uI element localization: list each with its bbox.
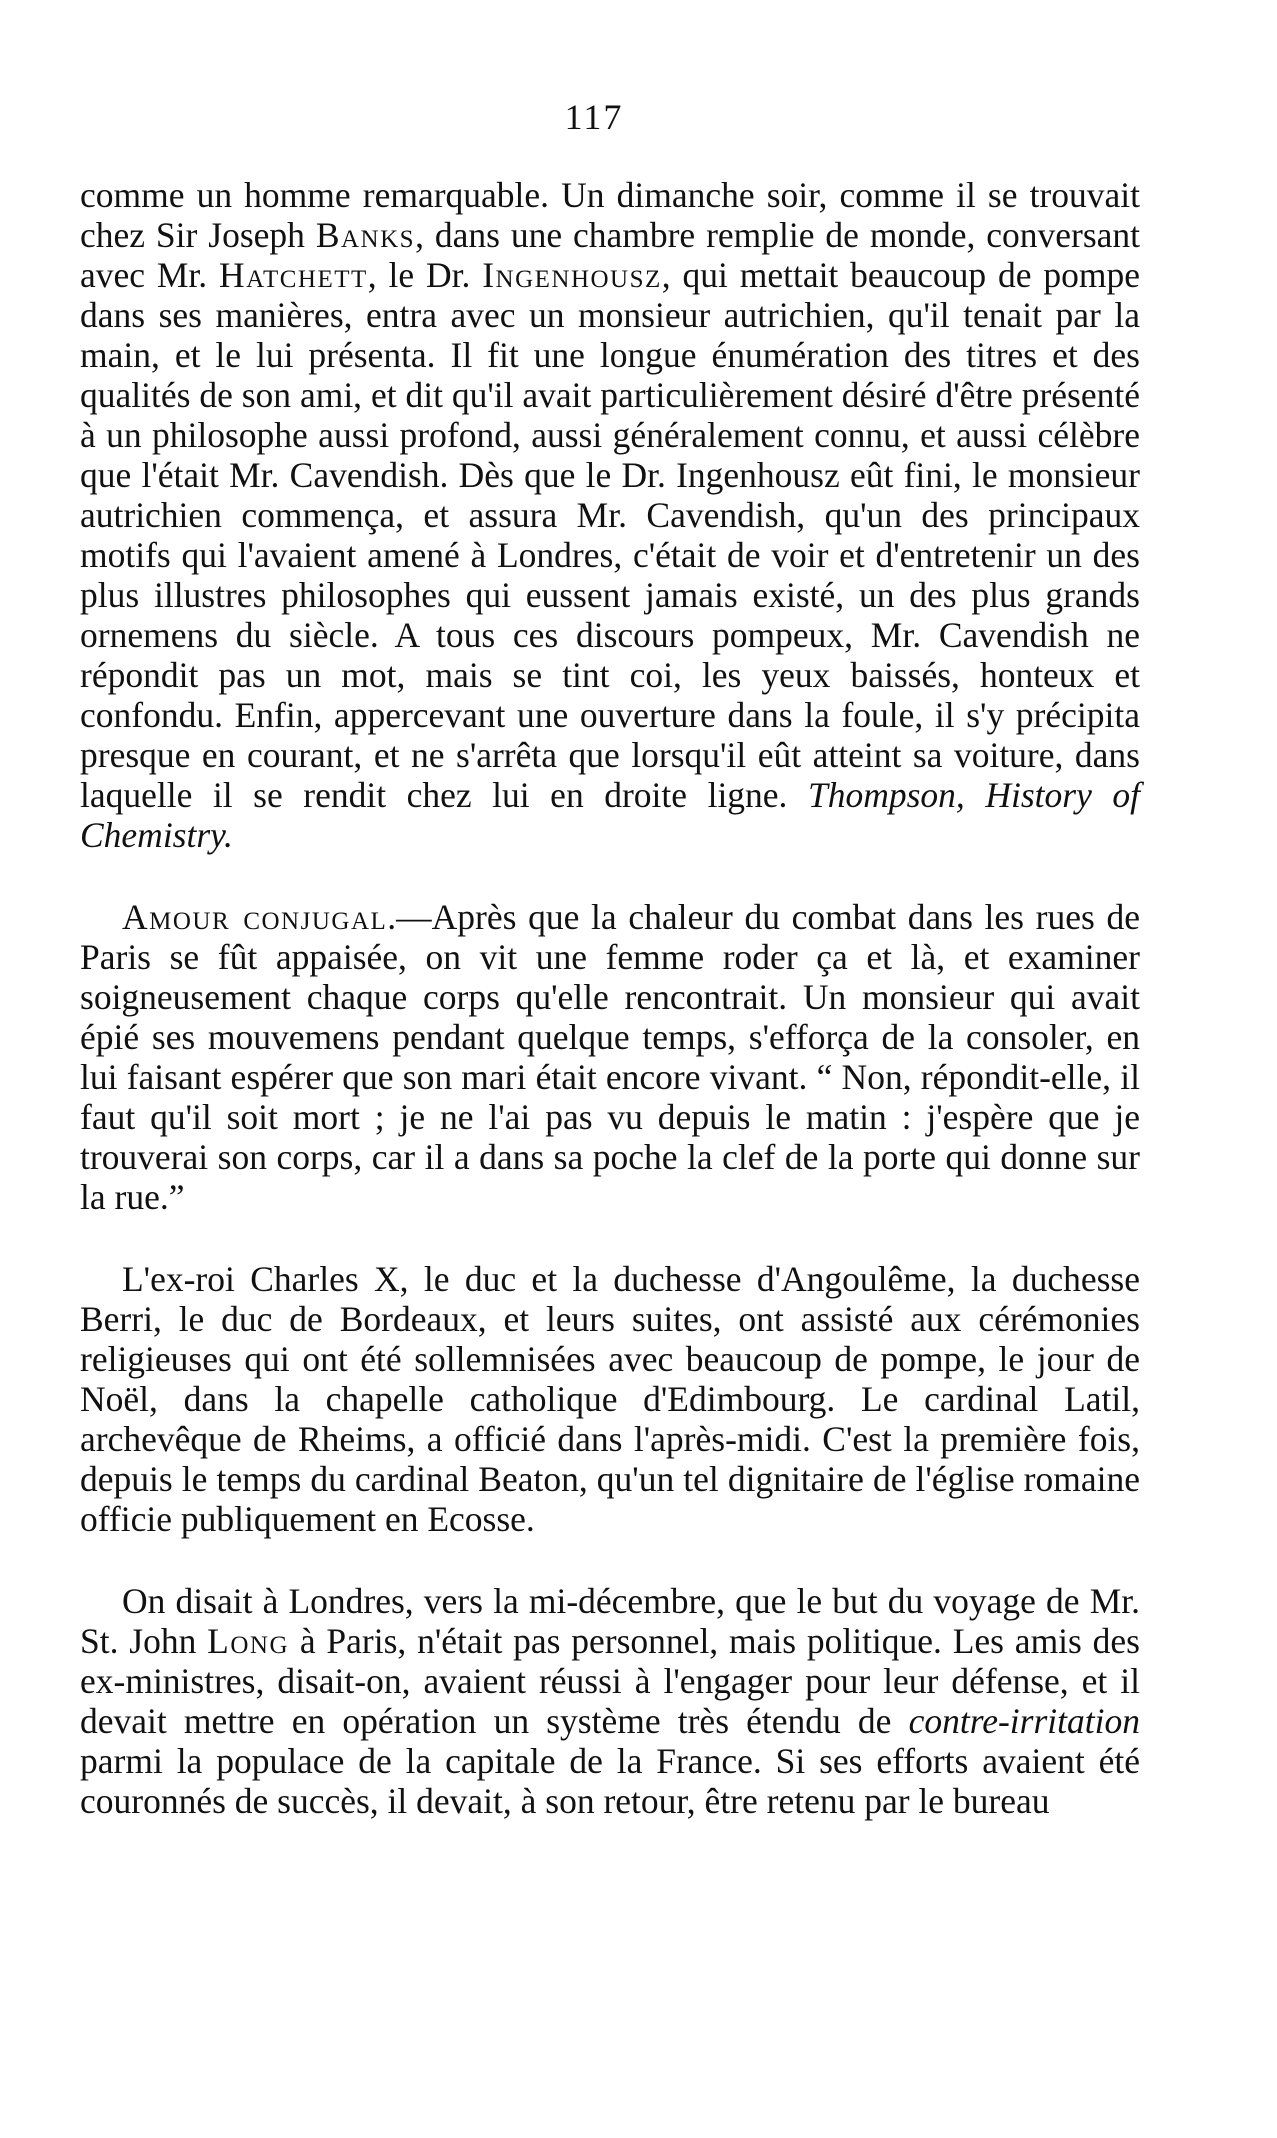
paragraph-cavendish-anecdote [80,175,1140,855]
paragraph-text: comme un homme remarquable. Un dimanche soir, comme il se trouvait chez Sir Joseph [80,175,1140,255]
term-contre-irritation: contre-irritation [908,1701,1140,1741]
name-hatchett: Hatchett [219,255,368,295]
paragraph-text: , qui mettait beaucoup de pompe dans ses manières, entra avec un monsieur autrichien, qu'il tenait par la main, et le lui présenta. Il fit une longue énumération des titres et des qualités de son ami, et dit qu'il avait particulièrement désiré d'être présenté à un philosophe aussi profond, aussi généralement connu, et aussi célèbre que l'était Mr. Cavendish. Dès que le Dr. Ingenhousz eût fini, le monsieur autrichien commença, et assura Mr. Cavendish, qu'un des principaux motifs qui l'avaient amené à Londres, c'était de voir et d'entretenir un des plus illustres philosophes qui eussent jamais existé, un des plus grands ornemens du siècle. A tous ces discours pompeux, Mr. Cavendish ne répondit pas un mot, mais se tint coi, les yeux baissés, honteux et confondu. Enfin, appercevant une ouverture dans la foule, il s'y précipita presque en courant, et ne s'arrêta que lorsqu'il eût atteint sa voiture, dans laquelle il se rendit chez lui en droite ligne. [80,255,1140,815]
name-ingenhousz: Ingenhousz [482,255,662,295]
name-banks: Banks [315,215,416,255]
paragraph-amour-conjugal [80,897,1140,1217]
source-citation: Thompson, History of Chemistry. [80,775,1140,855]
paragraph-text: On disait à Londres, vers la mi-décembre, que le but du voyage de Mr. St. John [80,1581,1140,1661]
paragraph-text: , dans une chambre remplie de monde, conversant avec Mr. [80,215,1140,295]
name-long: Long [207,1621,290,1661]
paragraph-st-john-long [80,1581,1140,1821]
section-heading-amour-conjugal: Amour conjugal [122,897,388,937]
paragraph-text: L'ex-roi Charles X, le duc et la duchesse d'Angoulême, la duchesse Berri, le duc de Bordeaux, et leurs suites, ont assisté aux cérémonies religieuses qui ont été sollemnisées avec beaucoup de pompe, le jour de Noël, dans la chapelle catholique d'Edimbourg. Le cardinal Latil, archevêque de Rheims, a officié dans l'après-midi. C'est la première fois, depuis le temps du cardinal Beaton, qu'un tel dignitaire de l'église romaine officie publiquement en Ecosse. [80,1259,1140,1539]
paragraph-text: .—Après que la chaleur du combat dans les rues de Paris se fût appaisée, on vit une femme roder ça et là, et examiner soigneusement chaque corps qu'elle rencontrait. Un monsieur qui avait épié ses mouvemens pendant quelque temps, s'efforça de la consoler, en lui faisant espérer que son mari était encore vivant. “ Non, répondit-elle, il faut qu'il soit mort ; je ne l'ai pas vu depuis le matin : j'espère que je trouverai son corps, car il a dans sa poche la clef de la porte qui donne sur la rue.” [80,897,1140,1217]
page-body [80,175,1140,1821]
paragraph-text: , le Dr. [367,255,483,295]
paragraph-text: à Paris, n'était pas personnel, mais politique. Les amis des ex-ministres, disait-on, avaient réussi à l'engager pour leur défense, et il devait mettre en opération un système très étendu de [80,1621,1140,1741]
paragraph-charles-x [80,1259,1140,1539]
page-number: 117 [564,97,624,137]
paragraph-text: parmi la populace de la capitale de la France. Si ses efforts avaient été couronnés de succès, il devait, à son retour, être retenu par le bureau [80,1741,1140,1821]
